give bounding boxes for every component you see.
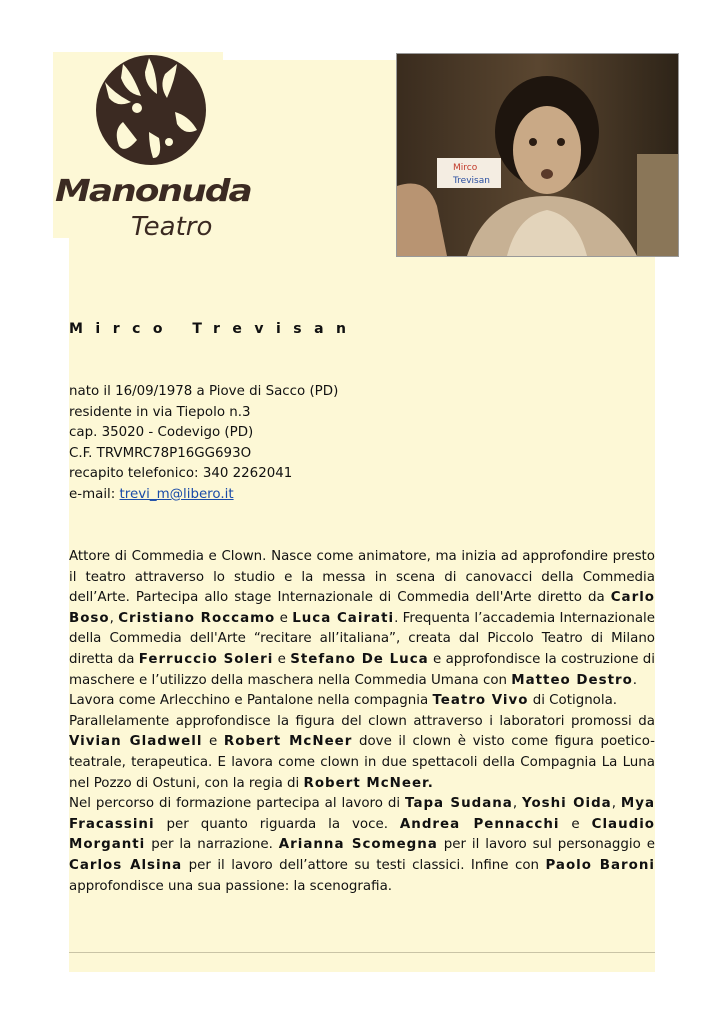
phone-line: recapito telefonico: 340 2262041 — [69, 466, 293, 482]
bio-paragraph-4 — [69, 794, 655, 897]
bio-name: Carlo Boso — [69, 590, 655, 626]
page-title: Mirco Trevisan — [69, 321, 359, 337]
bio-name: Luca Cairati — [292, 610, 395, 626]
bio-text: approfondisce una sua passione: la scenografia. — [69, 878, 393, 894]
bio-name: Carlos Alsina — [69, 857, 183, 873]
bio-name: Mya Fracassini — [69, 796, 656, 832]
bio-name: Vivian Gladwell — [69, 734, 203, 750]
cap-line: cap. 35020 - Codevigo (PD) — [69, 425, 254, 441]
bio-text: , — [611, 796, 621, 812]
bio-text: . — [632, 672, 638, 688]
bio-text: e — [202, 734, 224, 750]
card-line1: Mirco — [453, 163, 478, 173]
logo — [53, 52, 251, 242]
logo-wordmark: Manonuda — [55, 174, 251, 209]
email-line — [69, 485, 338, 506]
bio-text: Lavora come Arlecchino e Pantalone nella compagnia — [69, 693, 433, 709]
bio-name: Tapa Sudana — [405, 796, 513, 812]
email-link[interactable]: trevi_m@libero.it — [119, 486, 234, 502]
logo-subtitle: Teatro — [131, 212, 213, 242]
birth-line: nato il 16/09/1978 a Piove di Sacco (PD) — [69, 384, 339, 399]
bio-name: Andrea Pennacchi — [399, 816, 560, 832]
email-label: e-mail: — [69, 486, 120, 502]
portrait-photo — [396, 53, 679, 257]
bio-name: Yoshi Oida — [522, 796, 612, 812]
bio-name: Claudio Morganti — [69, 816, 655, 853]
bio-paragraph-2 — [69, 691, 655, 712]
bio-name: Robert McNeer — [223, 734, 353, 750]
bio-text: e — [275, 610, 293, 626]
bio-text: e — [273, 651, 291, 667]
bio-text: dove il clown è visto come figura poetico-teatrale, terapeutica. E lavora come clown in due spettacoli della Compagnia La Luna nel Pozzo di Ostuni, con la regia di — [69, 734, 655, 791]
biography — [69, 547, 655, 897]
bio-name: Ferruccio Soleri — [138, 651, 274, 667]
bio-text: . Frequenta l’accademia Internazionale della Commedia dell'Arte “recitare all’italiana”, creata dal Piccolo Teatro di Milano diretta da — [69, 610, 655, 667]
bio-text: di Cotignola. — [528, 693, 618, 709]
bio-name: Paolo Baroni — [545, 857, 655, 873]
bio-name: Robert McNeer. — [303, 775, 434, 791]
card-line2: Trevisan — [453, 176, 490, 186]
bio-name: Cristiano Roccamo — [118, 610, 276, 626]
bio-name: Matteo Destro — [511, 672, 633, 688]
bio-paragraph-1 — [69, 547, 655, 691]
bio-text: Nel percorso di formazione partecipa al lavoro di — [69, 796, 406, 812]
bio-text: e — [559, 816, 592, 832]
bio-text: , — [109, 610, 119, 626]
contact-info — [69, 382, 338, 506]
cf-line: C.F. TRVMRC78P16GG693O — [69, 445, 252, 461]
hand-logo-icon — [53, 52, 223, 182]
bio-text: per quanto riguarda la voce. — [154, 816, 400, 832]
bio-text: per il lavoro sul personaggio e — [437, 837, 655, 853]
bio-text: e approfondisce la costruzione di maschere e l’utilizzo della maschera nella Commedia Umana con — [69, 651, 655, 688]
footer-divider — [69, 952, 655, 953]
bio-text: per il lavoro dell’attore su testi classici. Infine con — [182, 857, 546, 873]
residence-line: residente in via Tiepolo n.3 — [69, 404, 251, 420]
bio-name: Teatro Vivo — [432, 693, 529, 709]
bio-text: , — [512, 796, 523, 812]
bio-name: Arianna Scomegna — [278, 837, 438, 853]
bio-paragraph-3 — [69, 712, 655, 794]
bio-text: Parallelamente approfondisce la figura del clown attraverso i laboratori promossi da — [69, 713, 655, 729]
bio-text: Attore di Commedia e Clown. Nasce come animatore, ma inizia ad approfondire presto il teatro attraverso lo studio e la messa in scena di canovacci della Commedia dell’Arte. Partecipa allo stage Internazionale di Commedia dell'Arte diretto da — [69, 549, 655, 606]
bio-name: Stefano De Luca — [290, 651, 429, 667]
bio-text: per la narrazione. — [145, 837, 279, 853]
